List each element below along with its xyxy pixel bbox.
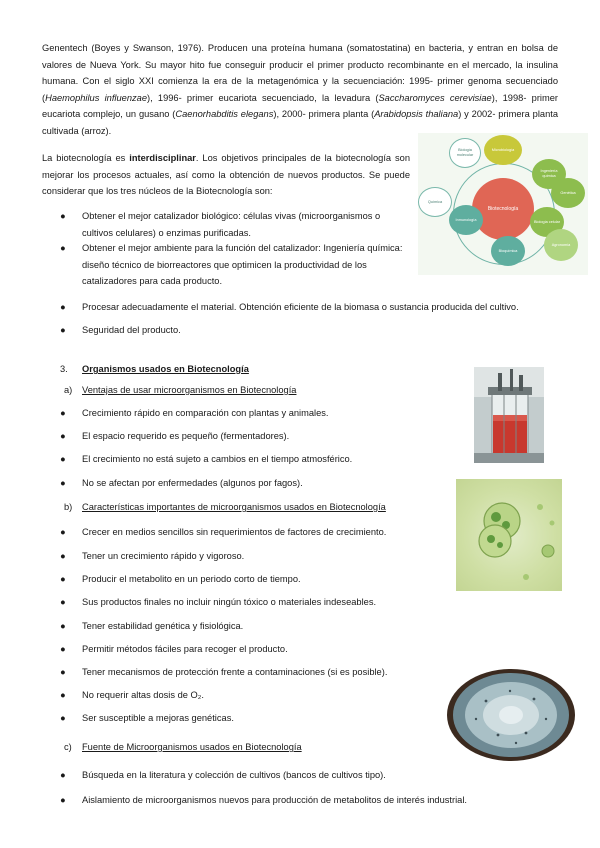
list-item bbox=[60, 571, 440, 588]
list-item bbox=[60, 208, 410, 241]
list-item bbox=[60, 524, 450, 541]
list-item bbox=[60, 687, 440, 704]
list-item-text: Procesar adecuadamente el material. Obtención eficiente de la biomasa o sustancia producida del cultivo. bbox=[82, 302, 519, 312]
section-number: 3. bbox=[60, 364, 68, 374]
list-item-text: Búsqueda en la literatura y colección de cultivos (bancos de cultivos tipo). bbox=[82, 770, 386, 780]
bullet-icon: ● bbox=[60, 211, 66, 221]
bullet-icon: ● bbox=[60, 621, 66, 631]
bold-term: interdisciplinar bbox=[129, 153, 196, 163]
bullet-icon: ● bbox=[60, 325, 66, 335]
bullet-icon: ● bbox=[60, 667, 66, 677]
list-item bbox=[60, 428, 440, 445]
list-item bbox=[60, 405, 440, 422]
colony-illustration bbox=[446, 661, 576, 763]
bullet-icon: ● bbox=[60, 527, 66, 537]
list-item-text: Obtener el mejor ambiente para la función del catalizador: Ingeniería química: diseño técnico de biorreactores que optimicen la productividad de los catalizadores para cada producto. bbox=[82, 243, 403, 286]
list-item bbox=[60, 548, 440, 565]
microorganism-micrograph bbox=[456, 479, 562, 591]
diagram-node: Biología molecular bbox=[449, 138, 481, 168]
section-title: Organismos usados en Biotecnología bbox=[82, 364, 249, 374]
subsection-number: b) bbox=[64, 502, 73, 512]
text-run: Genentech (Boyes y Swanson, 1976). Producen una proteína humana (somatostatina) en bacteria, y entran en bolsa de valores de Nueva York. Su mayor hito fue conseguir producir el primer producto recombinante en el mercado, la insulina humana. Con el siglo XXI comienza la era de la metagenómica y la secuenciación: 1995- primer genoma secuenciado ( bbox=[42, 43, 558, 103]
list-item bbox=[60, 299, 560, 316]
list-item bbox=[60, 322, 360, 339]
fungus-colony-photo bbox=[446, 661, 576, 763]
diagram-node: Biología celular bbox=[530, 207, 564, 237]
list-item bbox=[60, 240, 415, 290]
bullet-icon: ● bbox=[60, 770, 66, 780]
bullet-icon: ● bbox=[60, 597, 66, 607]
bullet-icon: ● bbox=[60, 243, 66, 253]
text-run: ), 1998- primer eucariota complejo, un gusano ( bbox=[42, 92, 558, 119]
text-run: La biotecnología es bbox=[42, 153, 130, 163]
list-item bbox=[60, 451, 440, 468]
subsection-title: Ventajas de usar microorganismos en Biotecnología bbox=[82, 385, 297, 395]
subsection-number: a) bbox=[64, 385, 73, 395]
diagram-node: Bioquímica bbox=[491, 236, 525, 266]
bullet-icon: ● bbox=[60, 713, 66, 723]
text-run: ), 1996- primer eucariota secuenciado, la levadura ( bbox=[147, 92, 379, 103]
diagram-node: Microbiología bbox=[484, 135, 522, 165]
diagram-node: Genética bbox=[551, 178, 585, 208]
list-item-text: Crecimiento rápido en comparación con plantas y animales. bbox=[82, 408, 329, 418]
list-item-text: Tener estabilidad genética y fisiológica. bbox=[82, 621, 244, 631]
bullet-icon: ● bbox=[60, 302, 66, 312]
list-item-text: Tener mecanismos de protección frente a contaminaciones (si es posible). bbox=[82, 667, 388, 677]
diagram-node: Agronomía bbox=[544, 229, 578, 261]
fermenter-illustration bbox=[474, 367, 544, 463]
diagram-node: Inmunología bbox=[449, 205, 483, 235]
subsection-heading bbox=[64, 383, 364, 397]
bullet-icon: ● bbox=[60, 795, 66, 805]
section-heading bbox=[60, 362, 360, 376]
cell-illustration bbox=[456, 479, 562, 591]
list-item bbox=[60, 767, 460, 784]
diagram-node: Química bbox=[418, 187, 452, 217]
list-item-text: Aislamiento de microorganismos nuevos para producción de metabolitos de interés industrial. bbox=[82, 795, 467, 805]
bullet-icon: ● bbox=[60, 574, 66, 584]
list-item-text: Crecer en medios sencillos sin requerimientos de factores de crecimiento. bbox=[82, 527, 387, 537]
species-name: Saccharomyces cerevisiae bbox=[378, 92, 492, 103]
subsection-title: Fuente de Microorganismos usados en Biotecnología bbox=[82, 742, 302, 752]
list-item-text: Obtener el mejor catalizador biológico: células vivas (microorganismos o cultivos celulares) o enzimas purificadas. bbox=[82, 211, 381, 238]
list-item bbox=[60, 710, 440, 727]
list-item bbox=[60, 664, 440, 681]
list-item-text: El espacio requerido es pequeño (fermentadores). bbox=[82, 431, 290, 441]
species-name: Arabidopsis thaliana bbox=[374, 109, 459, 119]
text-run: ), 2000- primera planta ( bbox=[273, 109, 375, 119]
bullet-icon: ● bbox=[60, 431, 66, 441]
bullet-icon: ● bbox=[60, 408, 66, 418]
list-item-text: Producir el metabolito en un periodo corto de tiempo. bbox=[82, 574, 301, 584]
list-item bbox=[60, 594, 440, 611]
list-item-text: Ser susceptible a mejoras genéticas. bbox=[82, 713, 234, 723]
diagram-center-node: Biotecnología bbox=[472, 178, 534, 240]
list-item bbox=[60, 641, 440, 658]
biotech-diagram bbox=[418, 133, 588, 275]
list-item-text: Sus productos finales no incluir ningún tóxico o materiales indeseables. bbox=[82, 597, 377, 607]
species-name: Haemophilus influenzae bbox=[45, 92, 147, 103]
bullet-icon: ● bbox=[60, 454, 66, 464]
bullet-icon: ● bbox=[60, 551, 66, 561]
list-item-text: Seguridad del producto. bbox=[82, 325, 181, 335]
text-run: ) y 2002- primera planta cultivada (arroz). bbox=[42, 109, 558, 136]
intro-paragraph bbox=[42, 40, 558, 139]
subsection-title: Características importantes de microorganismos usados en Biotecnología bbox=[82, 502, 386, 512]
subsection-number: c) bbox=[64, 742, 72, 752]
list-item bbox=[60, 475, 440, 492]
list-item bbox=[60, 618, 440, 635]
bullet-icon: ● bbox=[60, 690, 66, 700]
bullet-icon: ● bbox=[60, 478, 66, 488]
diagram-node: Ingeniería química bbox=[532, 159, 566, 189]
list-item-text: No se afectan por enfermedades (algunos por fagos). bbox=[82, 478, 303, 488]
bullet-icon: ● bbox=[60, 644, 66, 654]
list-item-text: Permitir métodos fáciles para recoger el producto. bbox=[82, 644, 288, 654]
species-name: Caenorhabditis elegans bbox=[175, 109, 274, 119]
list-item bbox=[60, 792, 560, 809]
subsection-heading bbox=[64, 740, 444, 754]
list-item-text: El crecimiento no está sujeto a cambios en el tiempo atmosférico. bbox=[82, 454, 353, 464]
list-item-text: Tener un crecimiento rápido y vigoroso. bbox=[82, 551, 245, 561]
subsection-heading bbox=[64, 500, 444, 514]
fermenter-photo bbox=[474, 367, 544, 463]
interdisciplinary-paragraph bbox=[42, 150, 410, 200]
list-item-text: No requerir altas dosis de O₂. bbox=[82, 690, 204, 700]
text-run: . Los objetivos principales de la biotecnología son mejorar los procesos actuales, así como la obtención de nuevos productos. Se puede considerar que los tres núcleos de la Biotecnología son: bbox=[42, 153, 411, 196]
